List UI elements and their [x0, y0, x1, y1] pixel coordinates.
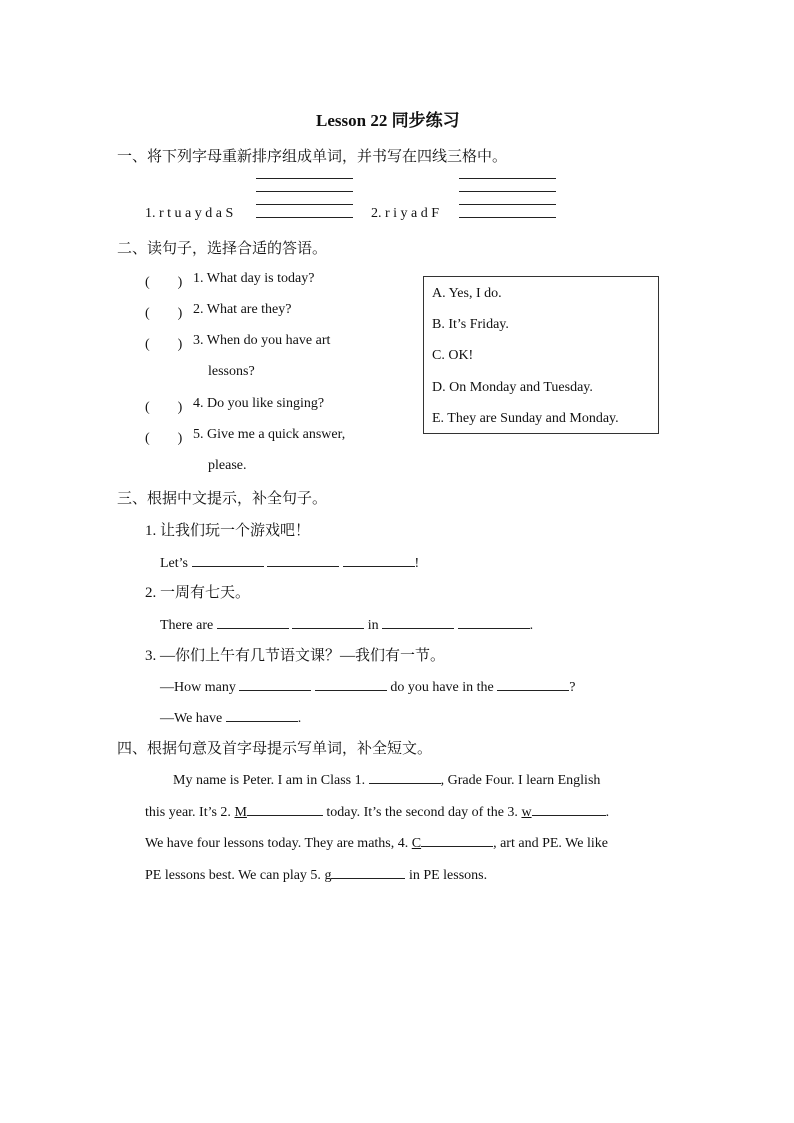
section-4-heading: 四、根据句意及首字母提示写单词，补全短文。	[117, 741, 433, 757]
sentence-text: Let’s	[160, 556, 188, 571]
sentence-text: .	[297, 711, 302, 726]
question-text-continued: lessons?	[208, 364, 255, 379]
fill-blank[interactable]	[247, 801, 323, 816]
sentence-text: There are	[160, 618, 214, 633]
fill-blank[interactable]	[292, 614, 364, 629]
answer-paren[interactable]: ( )	[145, 431, 183, 446]
answer-paren[interactable]: ( )	[145, 275, 183, 290]
option-e: E. They are Sunday and Monday.	[432, 411, 619, 426]
passage-line	[145, 832, 608, 852]
prompt-chinese: 2. 一周有七天。	[145, 585, 251, 601]
question-text: 4. Do you like singing?	[193, 396, 325, 411]
question-text: 2. What are they?	[193, 302, 292, 317]
fill-blank[interactable]	[217, 614, 289, 629]
passage-text: We have four lessons today. They are maths, 4.	[145, 836, 409, 851]
letter-hint: M	[234, 805, 247, 820]
fill-blank[interactable]	[331, 864, 405, 879]
fill-blank[interactable]	[369, 769, 441, 784]
answer-paren[interactable]: ( )	[145, 337, 183, 352]
prompt-chinese: 1. 让我们玩一个游戏吧！	[145, 523, 311, 539]
letter-hint: C	[411, 836, 422, 851]
letter-hint: g	[324, 868, 332, 883]
fill-blank[interactable]	[226, 707, 298, 722]
passage-line	[145, 864, 487, 884]
scramble-question-2: 2. r i y a d F	[371, 206, 440, 221]
sentence-text: —We have	[160, 711, 223, 726]
fill-blank[interactable]	[239, 676, 311, 691]
page-title: Lesson 22 同步练习	[316, 111, 460, 130]
sentence-line	[160, 707, 301, 727]
fill-blank[interactable]	[532, 801, 606, 816]
passage-text: , Grade Four. I learn English	[440, 773, 601, 788]
fill-blank[interactable]	[267, 552, 339, 567]
scramble-question-1: 1. r t u a y d a S	[145, 206, 234, 221]
sentence-text: .	[529, 618, 534, 633]
fill-blank[interactable]	[421, 832, 493, 847]
answer-options-box	[423, 276, 659, 434]
sentence-line	[160, 552, 419, 572]
passage-text: .	[605, 805, 610, 820]
question-text: 3. When do you have art	[193, 333, 331, 348]
question-text-continued: please.	[208, 458, 247, 473]
sentence-text: !	[414, 556, 420, 571]
sentence-text: ?	[569, 680, 576, 695]
sentence-line	[160, 676, 575, 696]
passage-line	[173, 769, 600, 789]
sentence-text: in	[367, 618, 379, 633]
sentence-text: do you have in the	[390, 680, 494, 695]
sentence-line	[160, 614, 533, 634]
passage-line	[145, 801, 609, 821]
letter-hint: w	[521, 805, 532, 820]
passage-text: this year. It’s 2.	[145, 805, 231, 820]
option-a: A. Yes, I do.	[432, 286, 502, 301]
fill-blank[interactable]	[458, 614, 530, 629]
fill-blank[interactable]	[315, 676, 387, 691]
option-d: D. On Monday and Tuesday.	[432, 380, 593, 395]
fill-blank[interactable]	[382, 614, 454, 629]
section-1-heading: 一、将下列字母重新排序组成单词，并书写在四线三格中。	[117, 149, 508, 165]
section-3-heading: 三、根据中文提示，补全句子。	[117, 491, 328, 507]
fill-blank[interactable]	[192, 552, 264, 567]
fill-blank[interactable]	[497, 676, 569, 691]
question-text: 1. What day is today?	[193, 271, 315, 286]
passage-text: PE lessons best. We can play 5.	[145, 868, 321, 883]
fill-blank[interactable]	[343, 552, 415, 567]
question-text: 5. Give me a quick answer,	[193, 427, 346, 442]
option-c: C. OK!	[432, 348, 474, 363]
option-b: B. It’s Friday.	[432, 317, 509, 332]
sentence-text: —How many	[160, 680, 236, 695]
section-2-heading: 二、读句子，选择合适的答语。	[117, 241, 328, 257]
prompt-chinese: 3. —你们上午有几节语文课？—我们有一节。	[145, 648, 446, 664]
answer-paren[interactable]: ( )	[145, 306, 183, 321]
passage-text: in PE lessons.	[408, 868, 488, 883]
passage-text: today. It’s the second day of the 3.	[326, 805, 518, 820]
passage-text: , art and PE. We like	[493, 836, 608, 851]
answer-paren[interactable]: ( )	[145, 400, 183, 415]
passage-text: My name is Peter. I am in Class 1.	[173, 773, 366, 788]
